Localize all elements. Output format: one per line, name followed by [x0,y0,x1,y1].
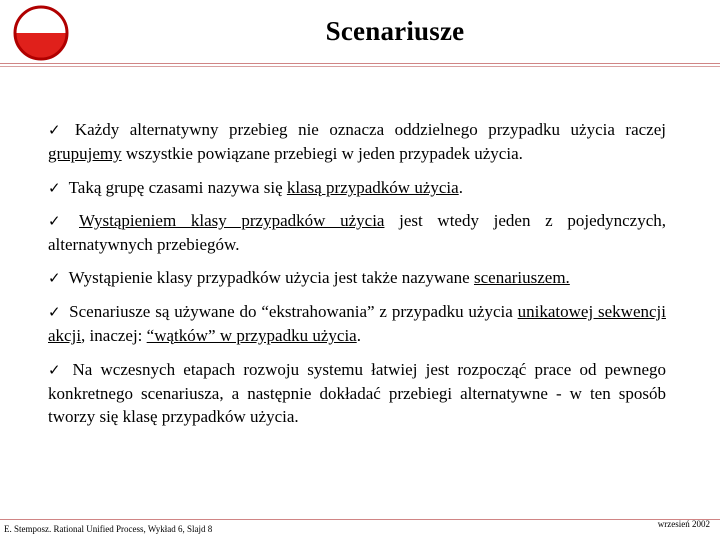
bullet-text: , inaczej: [81,326,147,345]
checkmark-icon: ✓ [48,121,67,139]
bullet-item [48,176,463,200]
checkmark-icon: ✓ [48,212,71,230]
bullet-item [48,266,570,290]
bullet-item [48,358,666,428]
bullet-emphasis: “wątków” w przypadku użycia [146,326,357,345]
footer-date: wrzesień 2002 [657,519,710,529]
checkmark-icon: ✓ [48,179,61,197]
bullet-text: jest wtedy jeden z pojedynczych, alternatywnych przebiegów. [48,211,666,254]
bullet-item [48,118,666,165]
bullet-item [48,209,666,256]
bullet-text: Na wczesnych etapach rozwoju systemu łatwiej jest rozpocząć prace od pewnego konkretnego scenariusza, a następnie dokładać przebiegi alternatywne - w ten sposób tworzy się klasę przypadków użycia. [48,360,666,426]
bullet-text: wszystkie powiązane przebiegi w jeden przypadek użycia. [121,144,523,163]
header-divider-secondary [0,66,720,67]
bullet-emphasis: scenariuszem. [473,268,570,287]
bullet-text: . [356,326,361,345]
bullet-item [48,300,666,347]
bullet-text: Każdy alternatywny przebieg nie oznacza oddzielnego przypadku użycia raczej [74,120,666,139]
bullet-text: Scenariusze są używane do “ekstrahowania” z przypadku użycia [69,302,518,321]
bullet-emphasis: grupujemy [48,144,122,163]
header-divider [0,63,720,64]
bullet-emphasis: Wystąpieniem klasy przypadków użycia [79,211,385,230]
bullet-emphasis: klasą przypadków użycia [286,178,459,197]
footer-divider [0,519,720,520]
bullet-emphasis: unikatowej sekwencji akcji [48,302,666,345]
bullet-text: Wystąpienie klasy przypadków użycia jest także nazywane [68,268,474,287]
checkmark-icon: ✓ [48,303,62,321]
bullet-text: . [458,178,463,197]
checkmark-icon: ✓ [48,361,65,379]
footer-source: E. Stemposz. Rational Unified Process, Wykład 6, Slajd 8 [4,524,213,534]
polish-flag-circle-icon [12,4,70,62]
bullet-text: Taką grupę czasami nazywa się [68,178,287,197]
checkmark-icon: ✓ [48,269,61,287]
page-title: Scenariusze [325,16,465,46]
